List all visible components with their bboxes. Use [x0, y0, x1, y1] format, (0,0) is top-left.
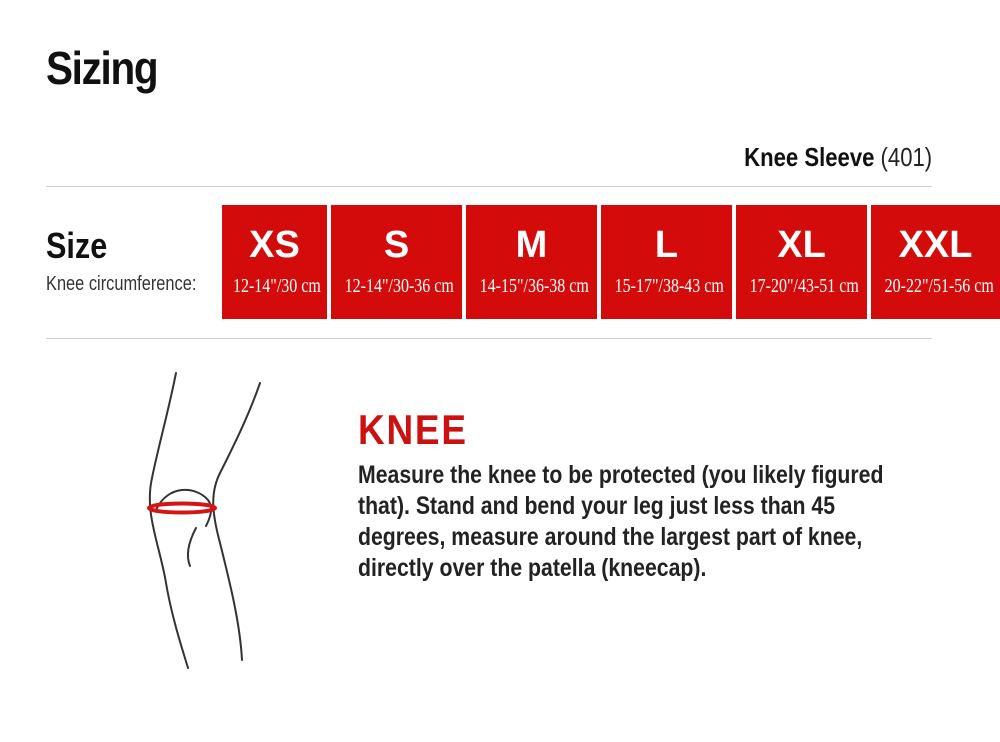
- size-code: XS: [249, 224, 300, 266]
- size-code: XXL: [898, 224, 973, 266]
- size-code: M: [515, 224, 548, 266]
- size-range: 20-22"/51-56 cm: [884, 275, 994, 297]
- size-box-m: [466, 205, 597, 319]
- size-box-xl: [736, 205, 867, 319]
- knee-heading: KNEE: [358, 406, 468, 453]
- divider-bottom: [46, 338, 932, 339]
- size-range: 12-14"/30 cm: [232, 275, 321, 297]
- knee-leg-illustration-icon: [130, 368, 280, 673]
- size-code: XL: [777, 224, 826, 266]
- size-range: 17-20"/43-51 cm: [749, 275, 859, 297]
- page-title: Sizing: [46, 42, 158, 94]
- size-box-xs: [222, 205, 327, 319]
- size-box-s: [331, 205, 462, 319]
- product-code: (401): [880, 142, 932, 172]
- size-box-xxl: [871, 205, 1000, 319]
- size-code: S: [383, 224, 410, 266]
- size-code: L: [654, 224, 679, 266]
- size-label: Size: [46, 225, 108, 266]
- size-range: 12-14"/30-36 cm: [344, 275, 454, 297]
- product-name: Knee Sleeve: [744, 142, 875, 172]
- knee-circumference-label: Knee circumference:: [46, 273, 197, 295]
- divider-top: [46, 186, 932, 187]
- size-range: 15-17"/38-43 cm: [614, 275, 724, 297]
- product-heading: [744, 142, 932, 173]
- size-range: 14-15"/36-38 cm: [479, 275, 589, 297]
- size-box-l: [601, 205, 732, 319]
- knee-instructions: Measure the knee to be protected (you likely figured that). Stand and bend your leg just less than 45 degrees, measure around the largest part of knee, directly over the patella (kneecap).: [358, 461, 884, 582]
